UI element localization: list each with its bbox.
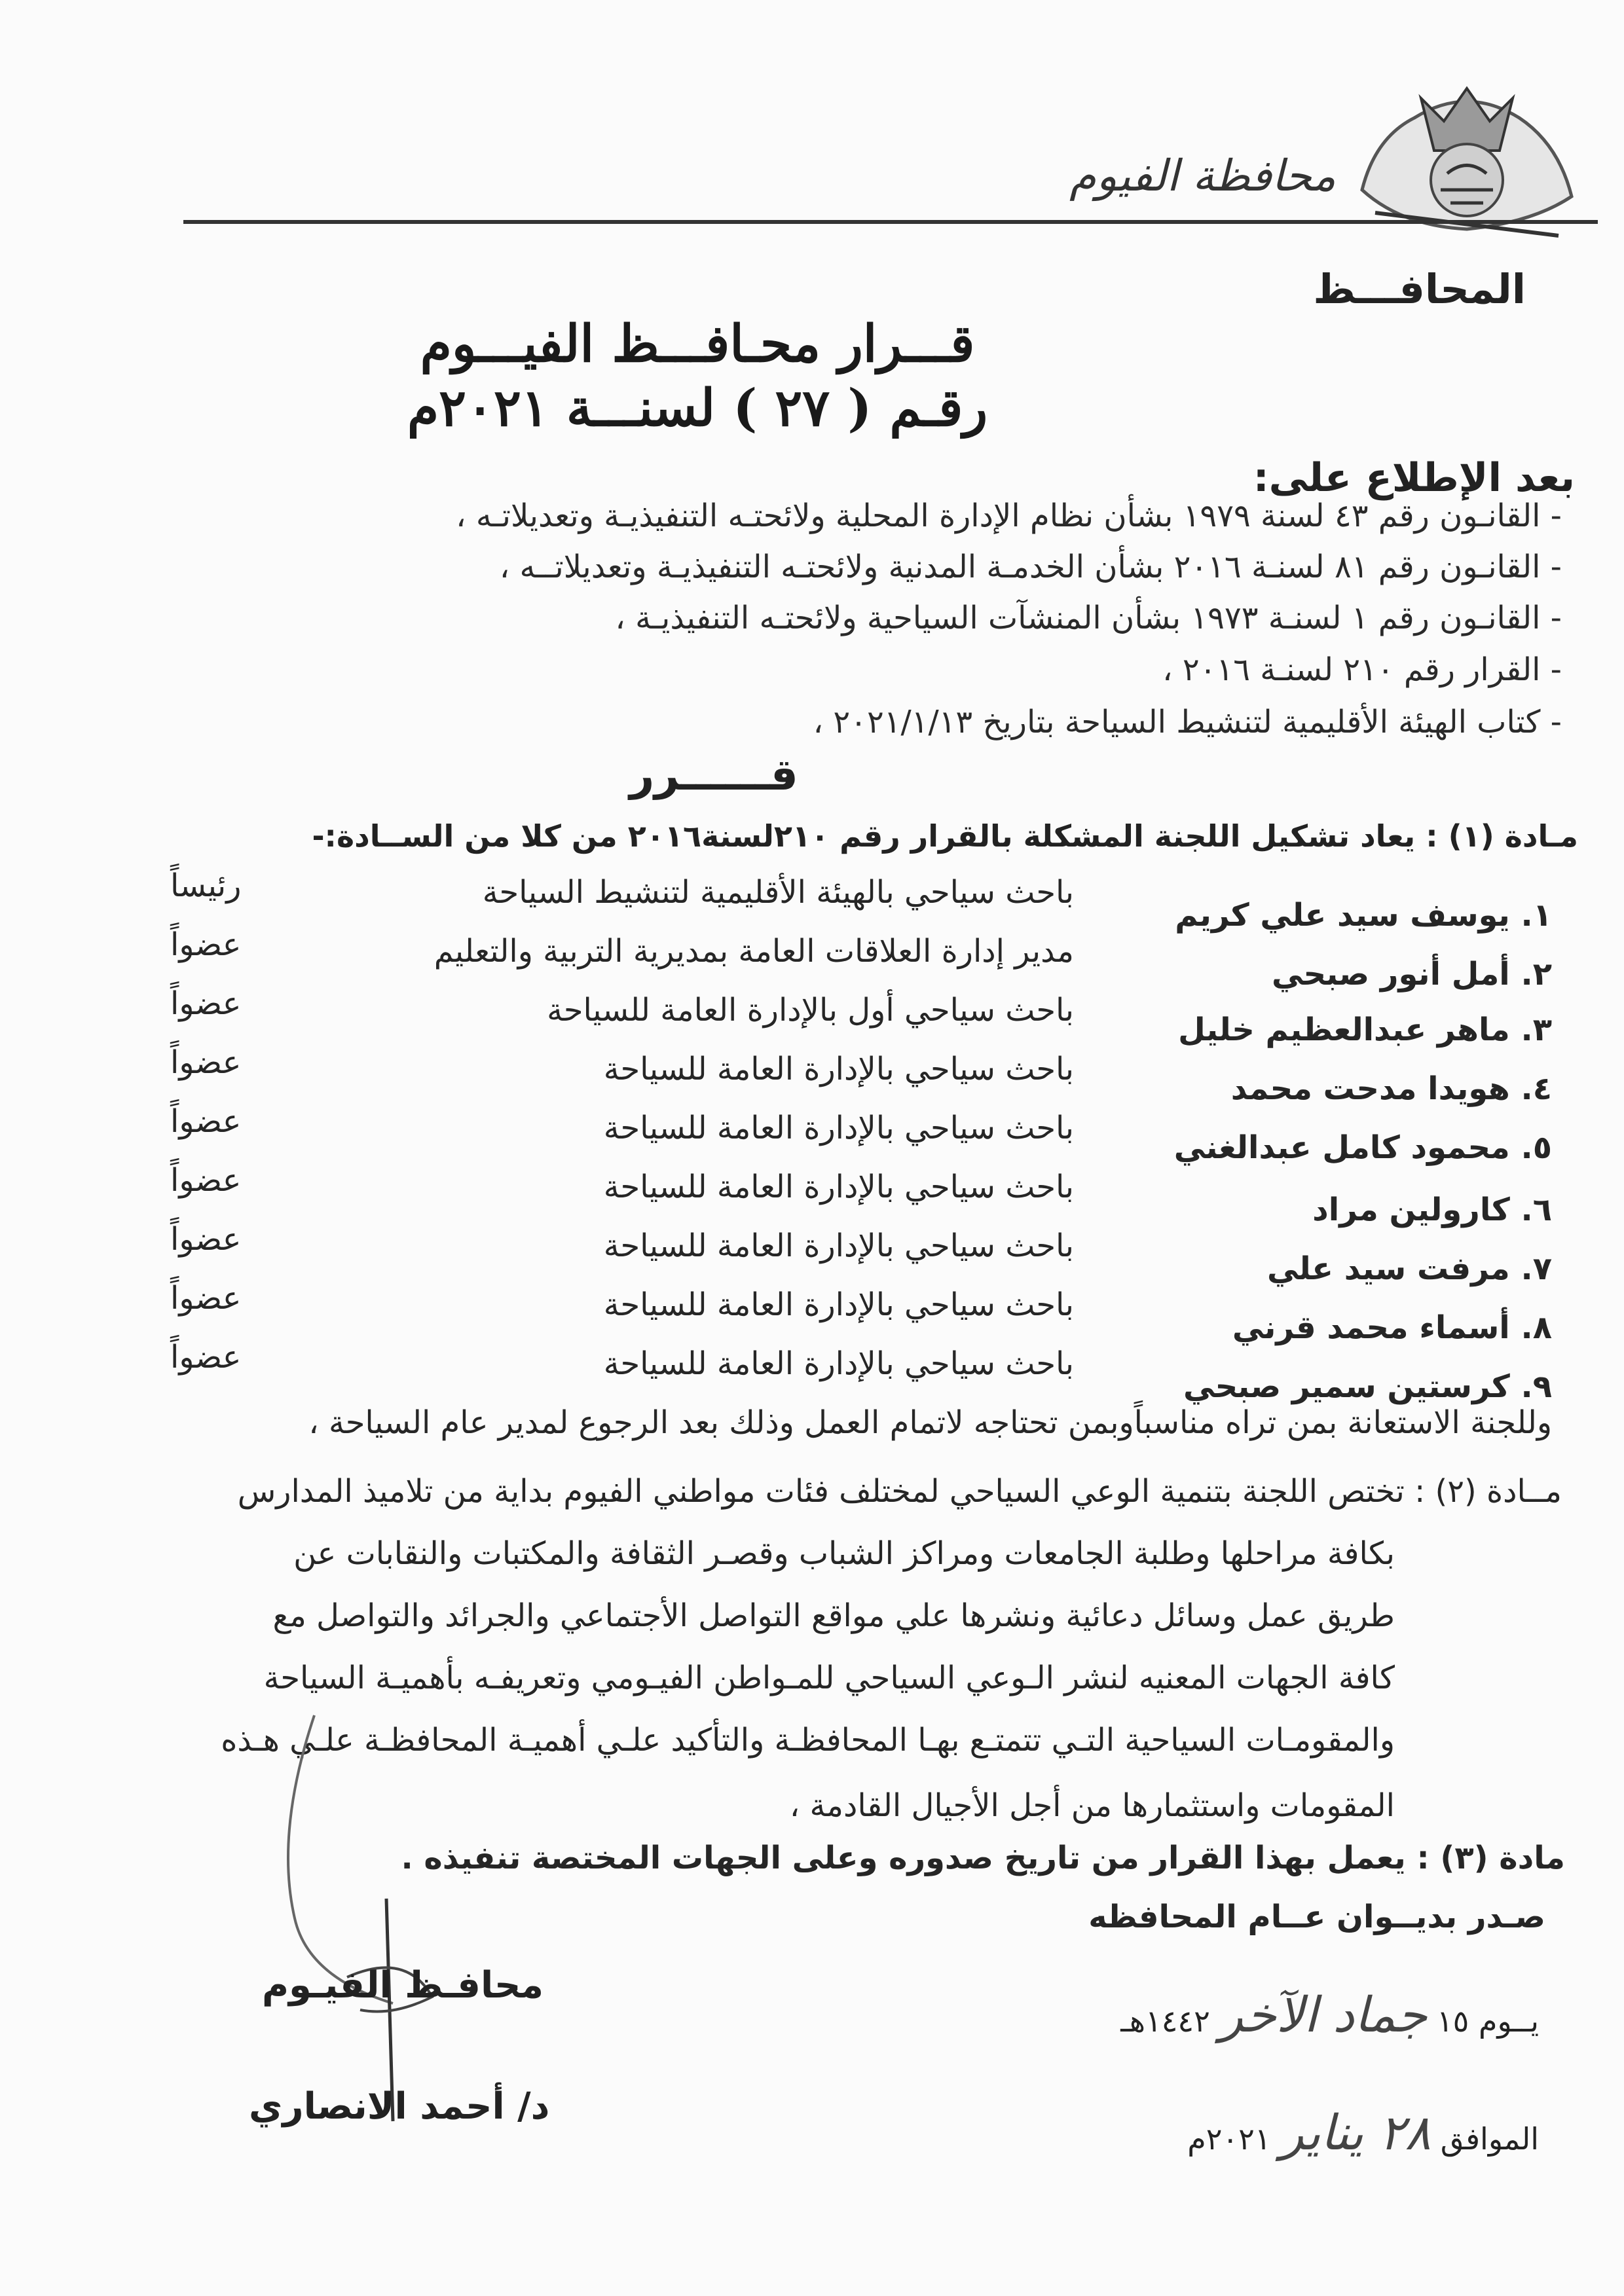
reference-item: - القانـون رقم ٤٣ لسنة ١٩٧٩ بشأن نظام الإدارة المحلية ولائحتـه التنفيذيـة وتعديلاتـه ،	[456, 498, 1562, 534]
member-role: عضواً	[170, 1162, 242, 1199]
member-position: باحث سياحي أول بالإدارة العامة للسياحة	[547, 992, 1074, 1029]
header-divider	[183, 220, 1598, 224]
reference-item: - كتاب الهيئة الأقليمية لتنشيط السياحة بتاريخ ٢٠٢١/١/١٣ ،	[813, 704, 1562, 740]
issued-line: صـدر بديــوان عــام المحافظه	[1088, 1899, 1545, 1935]
member-position: باحث سياحي بالإدارة العامة للسياحة	[603, 1286, 1074, 1323]
reference-item: - القانـون رقم ١ لسنـة ١٩٧٣ بشأن المنشآت السياحية ولائحتـه التنفيذيـة ،	[615, 600, 1562, 636]
article-2-line: والمقومـات السياحية التـي تتمتـع بهـا المحافظـة والتأكيد علـي أهميـة المحافظـة علـي هـذه	[221, 1722, 1395, 1758]
member-role: عضواً	[170, 1280, 242, 1317]
signatory-name: د/ أحمد الانصاري	[249, 2085, 550, 2128]
reference-item: - القانـون رقم ٨١ لسنـة ٢٠١٦ بشأن الخدمـة المدنية ولائحتـه التنفيذيـة وتعديلاتــه ،	[499, 549, 1562, 585]
member-name: ١. يوسف سيد علي كريم	[1175, 897, 1552, 934]
member-name: ٩. كرستين سمير صبحي	[1183, 1368, 1552, 1405]
member-position: مدير إدارة العلاقات العامة بمديرية التربية والتعليم	[434, 933, 1074, 970]
article-2-line: المقومات واستثمارها من أجل الأجيال القادمة ،	[789, 1787, 1395, 1824]
gregorian-prefix: الموافق	[1440, 2121, 1539, 2157]
member-name: ٥. محمود كامل عبدالغني	[1173, 1129, 1552, 1166]
article-3: مادة (٣) : يعمل بهذا القرار من تاريخ صدوره وعلى الجهات المختصة تنفيذه .	[401, 1840, 1565, 1876]
member-position: باحث سياحي بالإدارة العامة للسياحة	[603, 1228, 1074, 1264]
member-role: عضواً	[170, 926, 242, 963]
member-position: باحث سياحي بالإدارة العامة للسياحة	[603, 1110, 1074, 1146]
signature-mark	[196, 1702, 524, 2128]
decision-heading: قــــــرر	[629, 750, 798, 800]
member-position: باحث سياحي بالإدارة العامة للسياحة	[603, 1051, 1074, 1087]
hijri-date	[1120, 1987, 1539, 2043]
member-role: عضواً	[170, 1103, 242, 1140]
article-2-line: كافة الجهات المعنيه لنشر الـوعي السياحي للمـواطن الفيـومي وتعريفـه بأهميـة السياحة	[263, 1660, 1395, 1696]
article-2-line: طريق عمل وسائل دعائية ونشرها علي مواقع التواصل الأجتماعي والجرائد والتواصل مع	[272, 1597, 1395, 1634]
member-name: ٤. هويدا مدحت محمد	[1230, 1070, 1552, 1107]
member-name: ٨. أسماء محمد قرني	[1232, 1309, 1552, 1346]
member-name: ٢. أمل أنور صبحي	[1271, 956, 1552, 993]
reference-item: - القرار رقم ٢١٠ لسنـة ٢٠١٦ ،	[1162, 651, 1562, 688]
member-name: ٧. مرفت سيد علي	[1267, 1250, 1552, 1287]
hijri-year: ١٤٤٢هـ	[1120, 2003, 1210, 2039]
decree-number: رقـم ( ٢٧ ) لسنـــة ٢٠٢١م	[407, 378, 988, 438]
member-role: رئيساً	[170, 867, 242, 904]
member-role: عضواً	[170, 1339, 242, 1376]
hijri-month-handwritten: جماد الآخر	[1219, 1987, 1428, 2043]
member-role: عضواً	[170, 1221, 242, 1258]
article-2-line: بكافة مراحلها وطلبة الجامعات ومراكز الشباب وقصـر الثقافة والمكتبات والنقابات عن	[293, 1535, 1395, 1572]
office-label: المحافـــظ	[1313, 265, 1526, 313]
article-1-note: وللجنة الاستعانة بمن تراه مناسباًوبمن تحتاجه لاتمام العمل وذلك بعد الرجوع لمدير عام السياحة ،	[308, 1404, 1552, 1441]
member-position: باحث سياحي بالإدارة العامة للسياحة	[603, 1345, 1074, 1382]
member-name: ٣. ماهر عبدالعظيم خليل	[1178, 1011, 1552, 1048]
governorate-name: محافظة الفيوم	[1069, 151, 1336, 201]
review-heading: بعد الإطلاع على:	[1253, 455, 1575, 501]
member-role: عضواً	[170, 985, 242, 1022]
gregorian-year: ٢٠٢١م	[1187, 2121, 1271, 2157]
article-2-line: مــادة (٢) : تختص اللجنة بتنمية الوعي السياحي لمختلف فئات مواطني الفيوم بداية من تلاميذ المدارس	[237, 1473, 1562, 1510]
decree-title: قـــرار محـافـــظ الفيـــوم	[420, 314, 975, 374]
signatory-title: محافـظ الفيـوم	[262, 1964, 544, 2007]
gregorian-day-month-handwritten: ٢٨ يناير	[1280, 2105, 1431, 2161]
member-position: باحث سياحي بالإدارة العامة للسياحة	[603, 1169, 1074, 1205]
member-role: عضواً	[170, 1044, 242, 1081]
hijri-day: يــوم ١٥	[1436, 2003, 1539, 2039]
governorate-emblem-icon	[1336, 59, 1598, 255]
member-name: ٦. كارولين مراد	[1312, 1192, 1552, 1228]
member-position: باحث سياحي بالهيئة الأقليمية لتنشيط السياحة	[482, 874, 1074, 911]
gregorian-date	[1187, 2105, 1539, 2161]
article-1-heading: مـادة (١) : يعاد تشكيل اللجنة المشكلة بالقرار رقم ٢١٠لسنة٢٠١٦ من كلا من الســادة:-	[312, 818, 1578, 854]
